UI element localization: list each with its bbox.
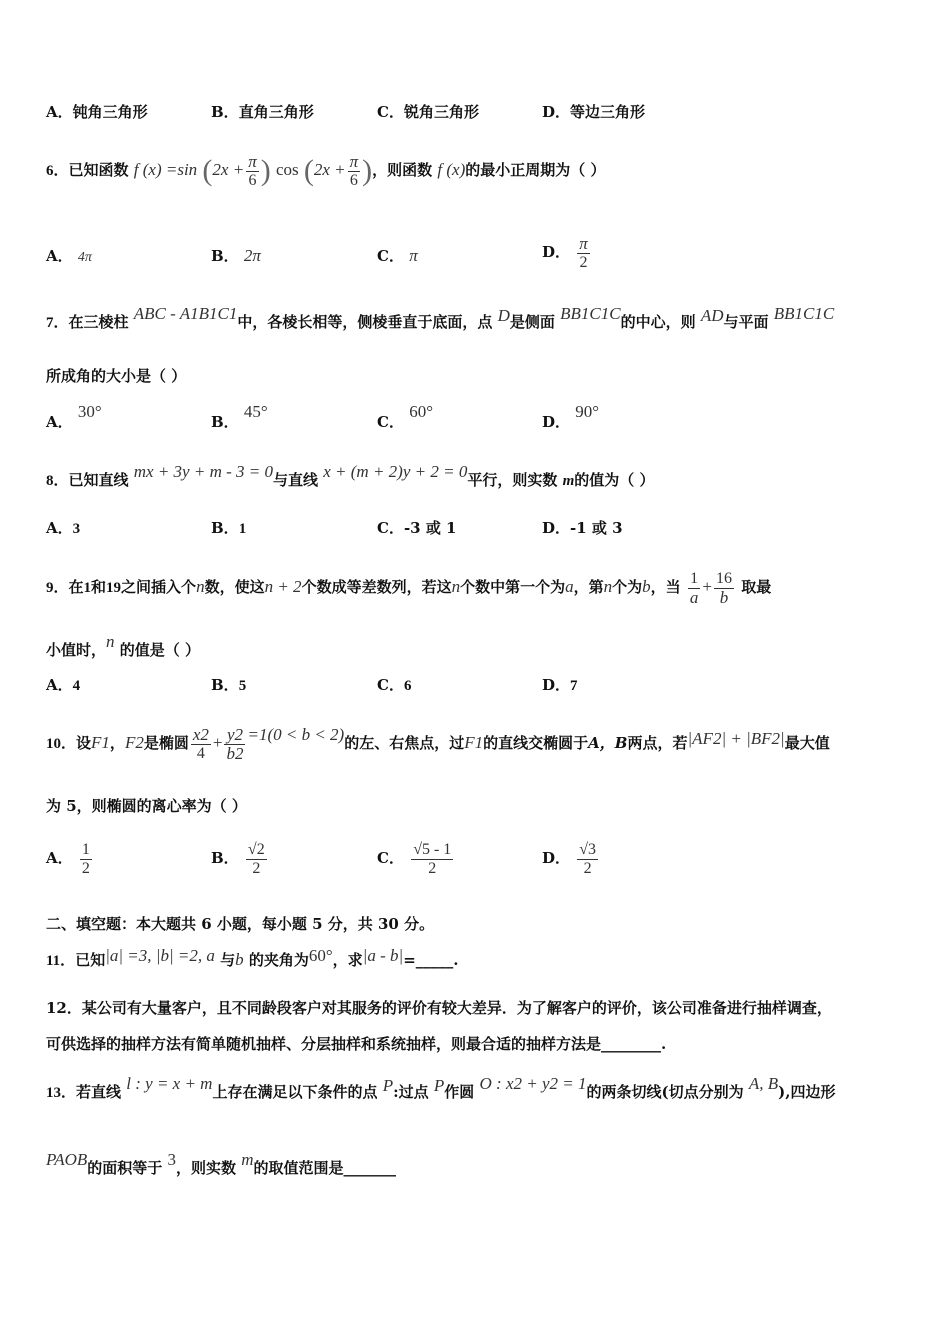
q10-option-c: C． $\frac{√5 - 1}{2}$ xyxy=(377,840,452,877)
q10-stem-line1: 10．设F1，F2是椭圆 $\frac{x2}{4}$ + $\frac{y2}{b2}$ =1(0 < b < 2)的左、右焦点，过F1的直线交椭圆于A，B两点，若|AF2| + |BF2|最大值 xyxy=(46,724,830,763)
q10-frac-y: $\frac{y2}{b2}$ xyxy=(226,724,244,763)
q9-option-d: D．7 xyxy=(542,676,578,694)
q7-option-a: A． 30° xyxy=(46,402,102,431)
q13-stem-line1: 13．若直线 l : y = x + m上存在满足以下条件的点 P:过点 P作圆 O : x2 + y2 = 1的两条切线(切点分别为 A, B),四边形 xyxy=(46,1074,836,1101)
q10-option-b-frac: $\frac{√2}{2}$ xyxy=(247,840,265,877)
q5-option-a: A．钝角三角形 xyxy=(46,103,148,121)
q10-stem-line2: 为 5，则椭圆的离心率为（ ） xyxy=(46,797,247,815)
q8-option-d: D．-1 或 3 xyxy=(542,519,623,537)
q7-option-d: D． 90° xyxy=(542,402,600,431)
q6-stem: 6．已知函数 f (x) =sin (2x + $\frac{\pi}{6}$ ) cos (2x + $\frac{\pi}{6}$ )，则函数 f (x)的最小正周期为（ ） xyxy=(46,151,606,189)
q8-option-c: C．-3 或 1 xyxy=(377,519,457,537)
q12-stem-line2: 可供选择的抽样方法有简单随机抽样、分层抽样和系统抽样，则最合适的抽样方法是________. xyxy=(46,1035,667,1053)
q5-option-d: D．等边三角形 xyxy=(542,103,646,121)
q7-option-b: B． 45° xyxy=(211,402,268,431)
q12-stem-line1: 12．某公司有大量客户，且不同龄段客户对其服务的评价有较大差异．为了解客户的评价，该公司准备进行抽样调查， xyxy=(46,999,832,1017)
q7-stem-line1: 7．在三棱柱 ABC - A1B1C1中，各棱长相等，侧棱垂直于底面，点 D是侧面 BB1C1C的中心，则 AD与平面 BB1C1C xyxy=(46,304,835,331)
q6-option-d-frac: $\frac{\pi}{2}$ xyxy=(579,233,588,271)
section-2-title: 二、填空题：本大题共 6 小题，每小题 5 分，共 30 分。 xyxy=(46,915,435,933)
q9-stem-line2: 小值时，n 的值是（ ） xyxy=(46,632,200,659)
q8-option-b: B．1 xyxy=(211,519,247,537)
q8-stem: 8．已知直线 mx + 3y + m - 3 = 0与直线 x + (m + 2)y + 2 = 0平行，则实数 m的值为（ ） xyxy=(46,462,655,489)
q6-option-b: B． 2π xyxy=(211,246,261,265)
q9-option-b: B．5 xyxy=(211,676,247,694)
q9-frac-1: $\frac{1}{a}$ xyxy=(689,569,699,607)
q6-frac-2: $\frac{\pi}{6}$ xyxy=(349,151,359,189)
q5-option-c: C．锐角三角形 xyxy=(377,103,479,121)
q11-stem: 11．已知|a| =3, |b| =2, a 与b 的夹角为60°，求|a - b|=_____. xyxy=(46,946,459,969)
q10-option-a: A． $\frac{1}{2}$ xyxy=(46,840,90,877)
q7-stem-line2: 所成角的大小是（ ） xyxy=(46,367,187,385)
q10-frac-x: $\frac{x2}{4}$ xyxy=(192,724,209,762)
q5-option-b: B．直角三角形 xyxy=(211,103,314,121)
q9-frac-2: $\frac{16}{b}$ xyxy=(715,569,732,607)
q10-option-b: B． $\frac{√2}{2}$ xyxy=(211,840,265,877)
q6-option-c: C． π xyxy=(377,246,418,265)
q9-option-c: C．6 xyxy=(377,676,412,694)
q8-option-a: A．3 xyxy=(46,519,81,537)
q6-option-a: A． 4π xyxy=(46,247,92,265)
q10-option-c-frac: $\frac{√5 - 1}{2}$ xyxy=(413,840,452,877)
q10-option-d-frac: $\frac{√3}{2}$ xyxy=(579,840,597,877)
q9-stem-line1: 9．在1和19之间插入个n数，使这n + 2个数成等差数列，若这n个数中第一个为a，第n个为b，当 $\frac{1}{a}$ + $\frac{16}{b}$ 取最 xyxy=(46,569,772,607)
q10-option-d: D． $\frac{√3}{2}$ xyxy=(542,840,597,877)
q10-option-a-frac: $\frac{1}{2}$ xyxy=(81,840,90,877)
q9-option-a: A．4 xyxy=(46,676,81,694)
q6-frac-1: $\frac{\pi}{6}$ xyxy=(248,151,257,189)
q6-option-d: D． $\frac{\pi}{2}$ xyxy=(542,233,588,271)
q13-stem-line2: PAOB的面积等于 3，则实数 m的取值范围是_______ xyxy=(46,1150,397,1177)
q7-option-c: C． 60° xyxy=(377,402,433,431)
